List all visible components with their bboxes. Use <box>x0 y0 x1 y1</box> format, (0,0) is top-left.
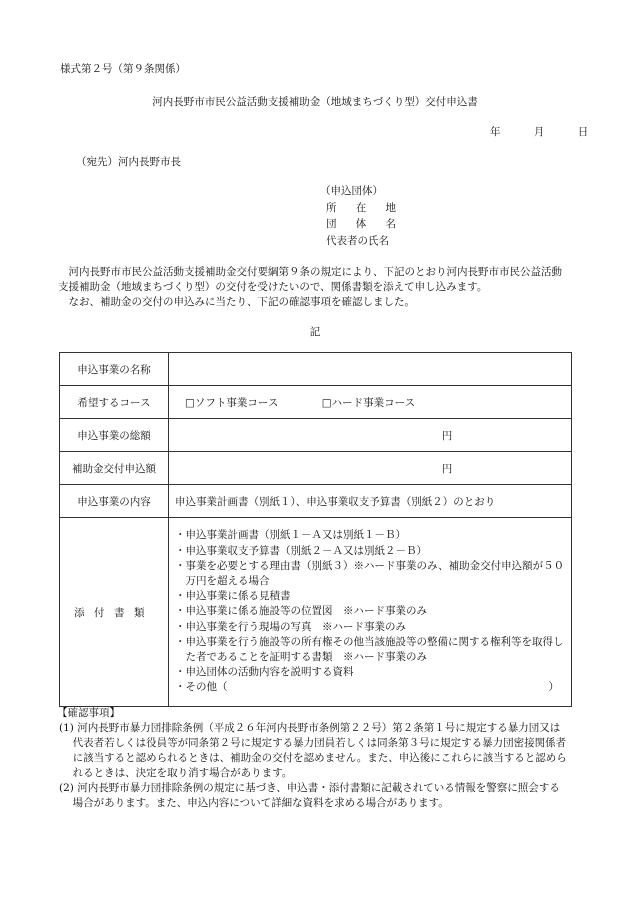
attachment-item: ・申込事業を行う施設等の所有権その他当該施設等の整備に関する権利等を取得した者であることを証明する書類 ※ハード事業のみ <box>175 635 564 663</box>
content-label: 申込事業の内容 <box>60 485 169 518</box>
course-hard-checkbox[interactable]: □ハード事業コース <box>321 396 416 409</box>
subsidy-field[interactable]: 円 <box>169 452 572 485</box>
attachment-item: ・申込事業収支予算書（別紙２－Ａ又は別紙２－Ｂ） <box>175 544 427 557</box>
attachment-other: ・その他（ ） <box>175 680 565 695</box>
confirmation-item: (2) 河内長野市暴力団排除条例の規定に基づき、申込書・添付書類に記載されている情報を警察に照会する場合があります。また、申込内容について詳細な資料を求める場合があります。 <box>59 782 560 809</box>
subsidy-label: 補助金交付申込額 <box>60 452 169 485</box>
attachment-other-label: ・その他（ <box>175 681 228 694</box>
group-label-char: 名 <box>385 218 396 230</box>
attachment-item: ・申込事業を行う現場の写真 ※ハード事業のみ <box>175 620 406 633</box>
confirmation-heading: 【確認事項】 <box>57 707 120 719</box>
table-row <box>60 485 572 518</box>
table-row <box>60 518 572 707</box>
attachment-item: ・事業を必要とする理由書（別紙３）※ハード事業のみ、補助金交付申込額が５０万円を超える場合 <box>175 559 565 587</box>
body-paragraph: なお、補助金の交付の申込みに当たり、下記の確認事項を確認しました。 <box>68 296 415 308</box>
representative-label: 代表者の氏名 <box>326 234 389 247</box>
table-row <box>60 353 572 386</box>
total-cost-field[interactable]: 円 <box>169 419 572 452</box>
table-row <box>60 452 572 485</box>
course-label: 希望するコース <box>60 386 169 419</box>
addressee: （宛先）河内長野市長 <box>76 156 181 168</box>
date-row <box>490 126 588 140</box>
application-table <box>59 352 572 707</box>
confirmation-section <box>57 706 570 811</box>
attachment-item: ・申込事業に係る見積書 <box>175 590 291 603</box>
applicant-heading: （申込団体） <box>320 185 383 197</box>
attachments-label-cell <box>60 518 169 707</box>
date-year-label: 年 <box>490 126 501 138</box>
address-label-char: 在 <box>355 201 367 214</box>
applicant-block <box>320 183 396 249</box>
group-label-char: 体 <box>355 218 367 230</box>
address-label <box>326 200 396 217</box>
project-name-field[interactable] <box>169 353 572 386</box>
table-row <box>60 419 572 452</box>
attachments-list <box>175 524 565 699</box>
form-number: 様式第２号（第９条関係） <box>60 63 186 75</box>
project-name-label: 申込事業の名称 <box>60 353 169 386</box>
address-label-char: 地 <box>385 201 396 214</box>
body-paragraph: 河内長野市市民公益活動支援補助金交付要綱第９条の規定により、下記のとおり河内長野市市民公益活動支援補助金（地域まちづくり型）の交付を受けたいので、関係書類を添えて申し込みます。 <box>58 266 562 293</box>
confirmation-item: (1) 河内長野市暴力団排除条例（平成２６年河内長野市条例第２２号）第２条第１号に規定する暴力団又は代表者若しくは役員等が同条第２号に規定する暴力団員若しくは同条第３号に規定する暴力団密接関係者に該当すると認められるときは、補助金の交付を認めません。また、申込後にこれらに該当すると認められるときは、決定を取り消す場合があります。 <box>59 722 567 779</box>
confirmation-list <box>60 721 570 811</box>
course-options <box>169 386 572 419</box>
attachment-item: ・申込団体の活動内容を説明する資料 <box>175 666 354 679</box>
body-text <box>58 265 572 310</box>
attachments-cell <box>169 518 572 707</box>
date-month-label: 月 <box>533 126 545 138</box>
table-row <box>60 386 572 419</box>
course-soft-checkbox[interactable]: □ソフト事業コース <box>185 396 279 409</box>
ki-marker: 記 <box>309 326 321 338</box>
attachments-label: 添付書類 <box>74 606 154 619</box>
date-day-label: 日 <box>577 126 589 138</box>
address-label-char: 所 <box>326 201 337 214</box>
group-name-label <box>326 216 396 233</box>
group-label-char: 団 <box>326 218 337 230</box>
attachment-item: ・申込事業計画書（別紙１－Ａ又は別紙１－Ｂ） <box>175 529 406 542</box>
attachment-item: ・申込事業に係る施設等の位置図 ※ハード事業のみ <box>175 605 427 618</box>
document-title: 河内長野市市民公益活動支援補助金（地域まちづくり型）交付申込書 <box>152 96 478 108</box>
total-cost-label: 申込事業の総額 <box>60 419 169 452</box>
content-value: 申込事業計画書（別紙１）、申込事業収支予算書（別紙２）のとおり <box>169 485 572 518</box>
